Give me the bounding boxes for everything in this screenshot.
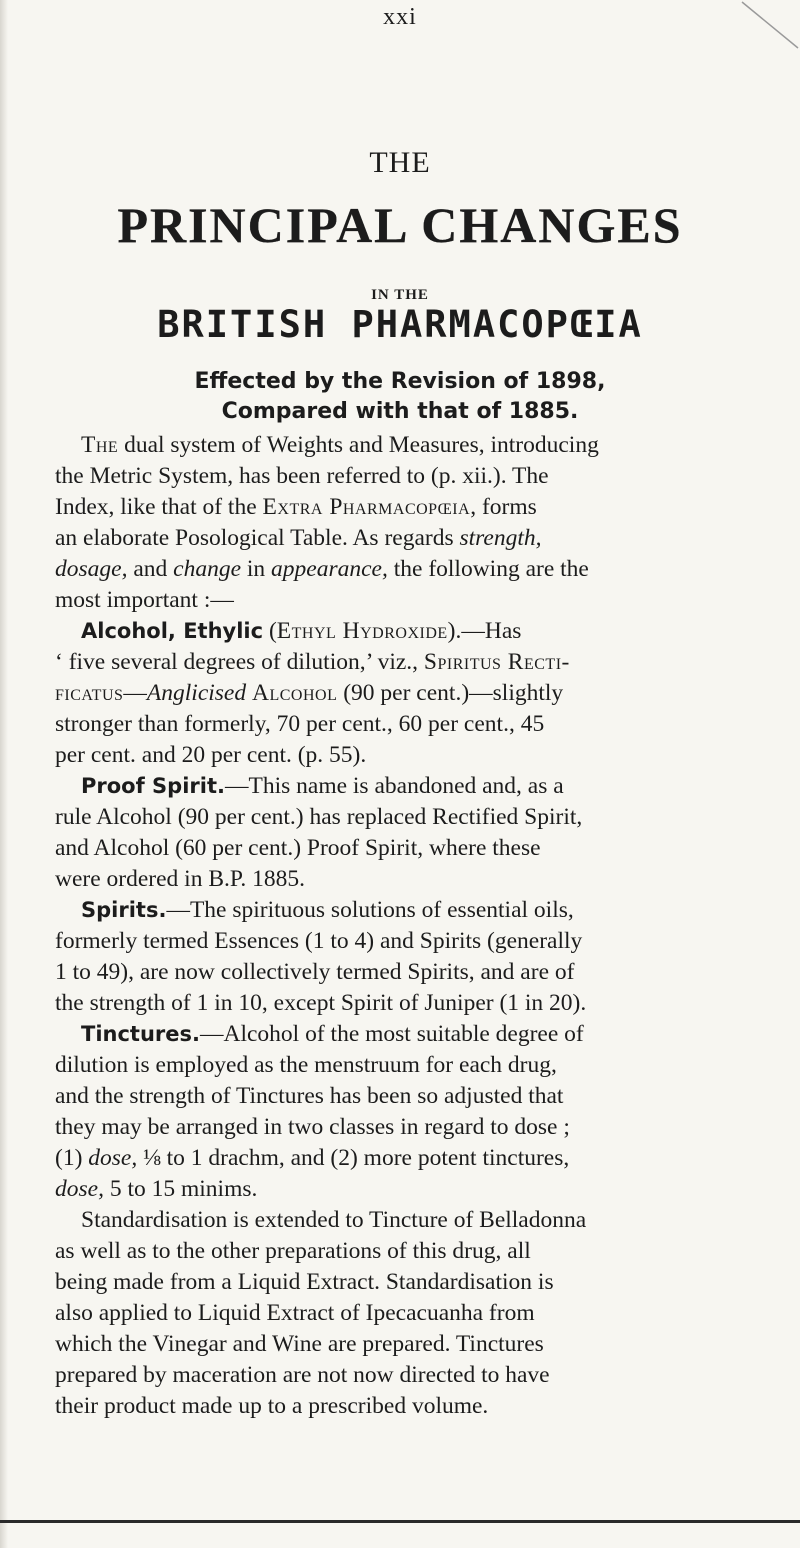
text-line: 1 to 49), are now collectively termed Spirits, and are of — [55, 959, 575, 985]
text-span: and — [127, 556, 174, 582]
title-british-pharmacopoeia: BRITISH PHARMACOPŒIA — [157, 303, 643, 346]
text-span: in — [241, 556, 272, 582]
text-span: Alcohol — [251, 680, 338, 706]
text-line: as well as to the other preparations of this drug, all — [55, 1238, 531, 1264]
text-line: they may be arranged in two classes in regard to dose ; — [55, 1114, 570, 1140]
extra-pharmacopoeia-ref: Extra Pharmacopœia — [262, 494, 471, 520]
text-line: and Alcohol (60 per cent.) Proof Spirit, where these — [55, 835, 541, 861]
text-span: Index, like that of the — [55, 494, 263, 520]
text-span: ficatus — [55, 680, 124, 706]
text-line: per cent. and 20 per cent. (p. 55). — [55, 742, 367, 768]
text-span: an elaborate Posological Table. As regards — [55, 525, 460, 551]
section-heading-proof-spirit: Proof Spirit. — [81, 774, 225, 798]
text-line: most important :— — [55, 587, 234, 613]
text-line: their product made up to a prescribed volume. — [55, 1393, 489, 1419]
italic-span: change — [173, 556, 242, 582]
text-span: —This name is abandoned and, as a — [224, 773, 564, 799]
text-line — [55, 1019, 800, 1050]
text-line — [55, 492, 800, 523]
dropcap-word: The — [81, 432, 119, 458]
text-span: (1) — [55, 1145, 89, 1171]
text-line — [55, 523, 800, 554]
text-line: stronger than formerly, 70 per cent., 60 per cent., 45 — [55, 711, 545, 737]
italic-span: strength, — [459, 525, 542, 551]
text-span: ⅛ to 1 drachm, and (2) more potent tinctures, — [137, 1145, 570, 1171]
text-span: , forms — [470, 494, 537, 520]
subtitle-line-2: Compared with that of 1885. — [221, 399, 579, 424]
text-line — [55, 678, 800, 709]
title-the: THE — [369, 146, 431, 179]
text-line: also applied to Liquid Extract of Ipecacuanha from — [55, 1300, 535, 1326]
text-line — [55, 1174, 800, 1205]
text-span: —The spirituous solutions of essential oils, — [166, 897, 574, 923]
text-line: Standardisation is extended to Tincture of Belladonna — [81, 1207, 587, 1233]
subtitle — [0, 367, 800, 427]
text-span: ‘ five several degrees of dilution,’ viz., — [55, 649, 424, 675]
text-line: the strength of 1 in 10, except Spirit of Juniper (1 in 20). — [55, 990, 587, 1016]
text-span: dual system of Weights and Measures, introducing — [118, 432, 599, 458]
italic-span: dosage, — [55, 556, 128, 582]
italic-span: Anglicised — [146, 680, 247, 706]
text-span: 5 to 15 minims. — [103, 1176, 258, 1202]
text-span: (90 per cent.)—slightly — [337, 680, 564, 706]
italic-span: dose, — [55, 1176, 104, 1202]
title-principal-changes: PRINCIPAL CHANGES — [117, 197, 683, 253]
text-span: — — [123, 680, 147, 706]
text-line — [55, 895, 800, 926]
text-span: the following are the — [387, 556, 589, 582]
italic-span: dose, — [88, 1145, 138, 1171]
text-line: were ordered in B.P. 1885. — [55, 866, 305, 892]
section-heading-spirits: Spirits. — [81, 898, 167, 922]
title-in-the: IN THE — [371, 287, 429, 303]
text-line: and the strength of Tinctures has been so adjusted that — [55, 1083, 564, 1109]
text-line: rule Alcohol (90 per cent.) has replaced Rectified Spirit, — [55, 804, 583, 830]
page-number: xxi — [383, 4, 417, 30]
text-line: dilution is employed as the menstruum for each drug, — [55, 1052, 557, 1078]
text-line: the Metric System, has been referred to (p. xii.). The — [55, 463, 549, 489]
text-span: Ethyl Hydroxide — [276, 618, 448, 644]
text-line: being made from a Liquid Extract. Standardisation is — [55, 1269, 554, 1295]
bottom-rule — [0, 1520, 800, 1523]
text-span: Spiritus Recti- — [423, 649, 570, 675]
subtitle-line-1: Effected by the Revision of 1898, — [194, 369, 606, 394]
text-line: prepared by maceration are not now directed to have — [55, 1362, 550, 1388]
section-heading-alcohol: Alcohol, Ethylic — [81, 619, 264, 643]
text-line — [55, 554, 800, 585]
text-line — [55, 647, 800, 678]
text-span: ( — [263, 618, 277, 644]
text-line: which the Vinegar and Wine are prepared. Tinctures — [55, 1331, 544, 1357]
text-line: formerly termed Essences (1 to 4) and Spirits (generally — [55, 928, 583, 954]
italic-span: appearance, — [271, 556, 388, 582]
text-line — [55, 616, 800, 647]
section-heading-tinctures: Tinctures. — [81, 1022, 200, 1046]
text-line — [55, 430, 800, 461]
text-span: ).—Has — [447, 618, 522, 644]
text-line — [55, 1143, 800, 1174]
text-line — [55, 771, 800, 802]
text-span: —Alcohol of the most suitable degree of — [200, 1021, 584, 1047]
body-text — [55, 430, 800, 1422]
